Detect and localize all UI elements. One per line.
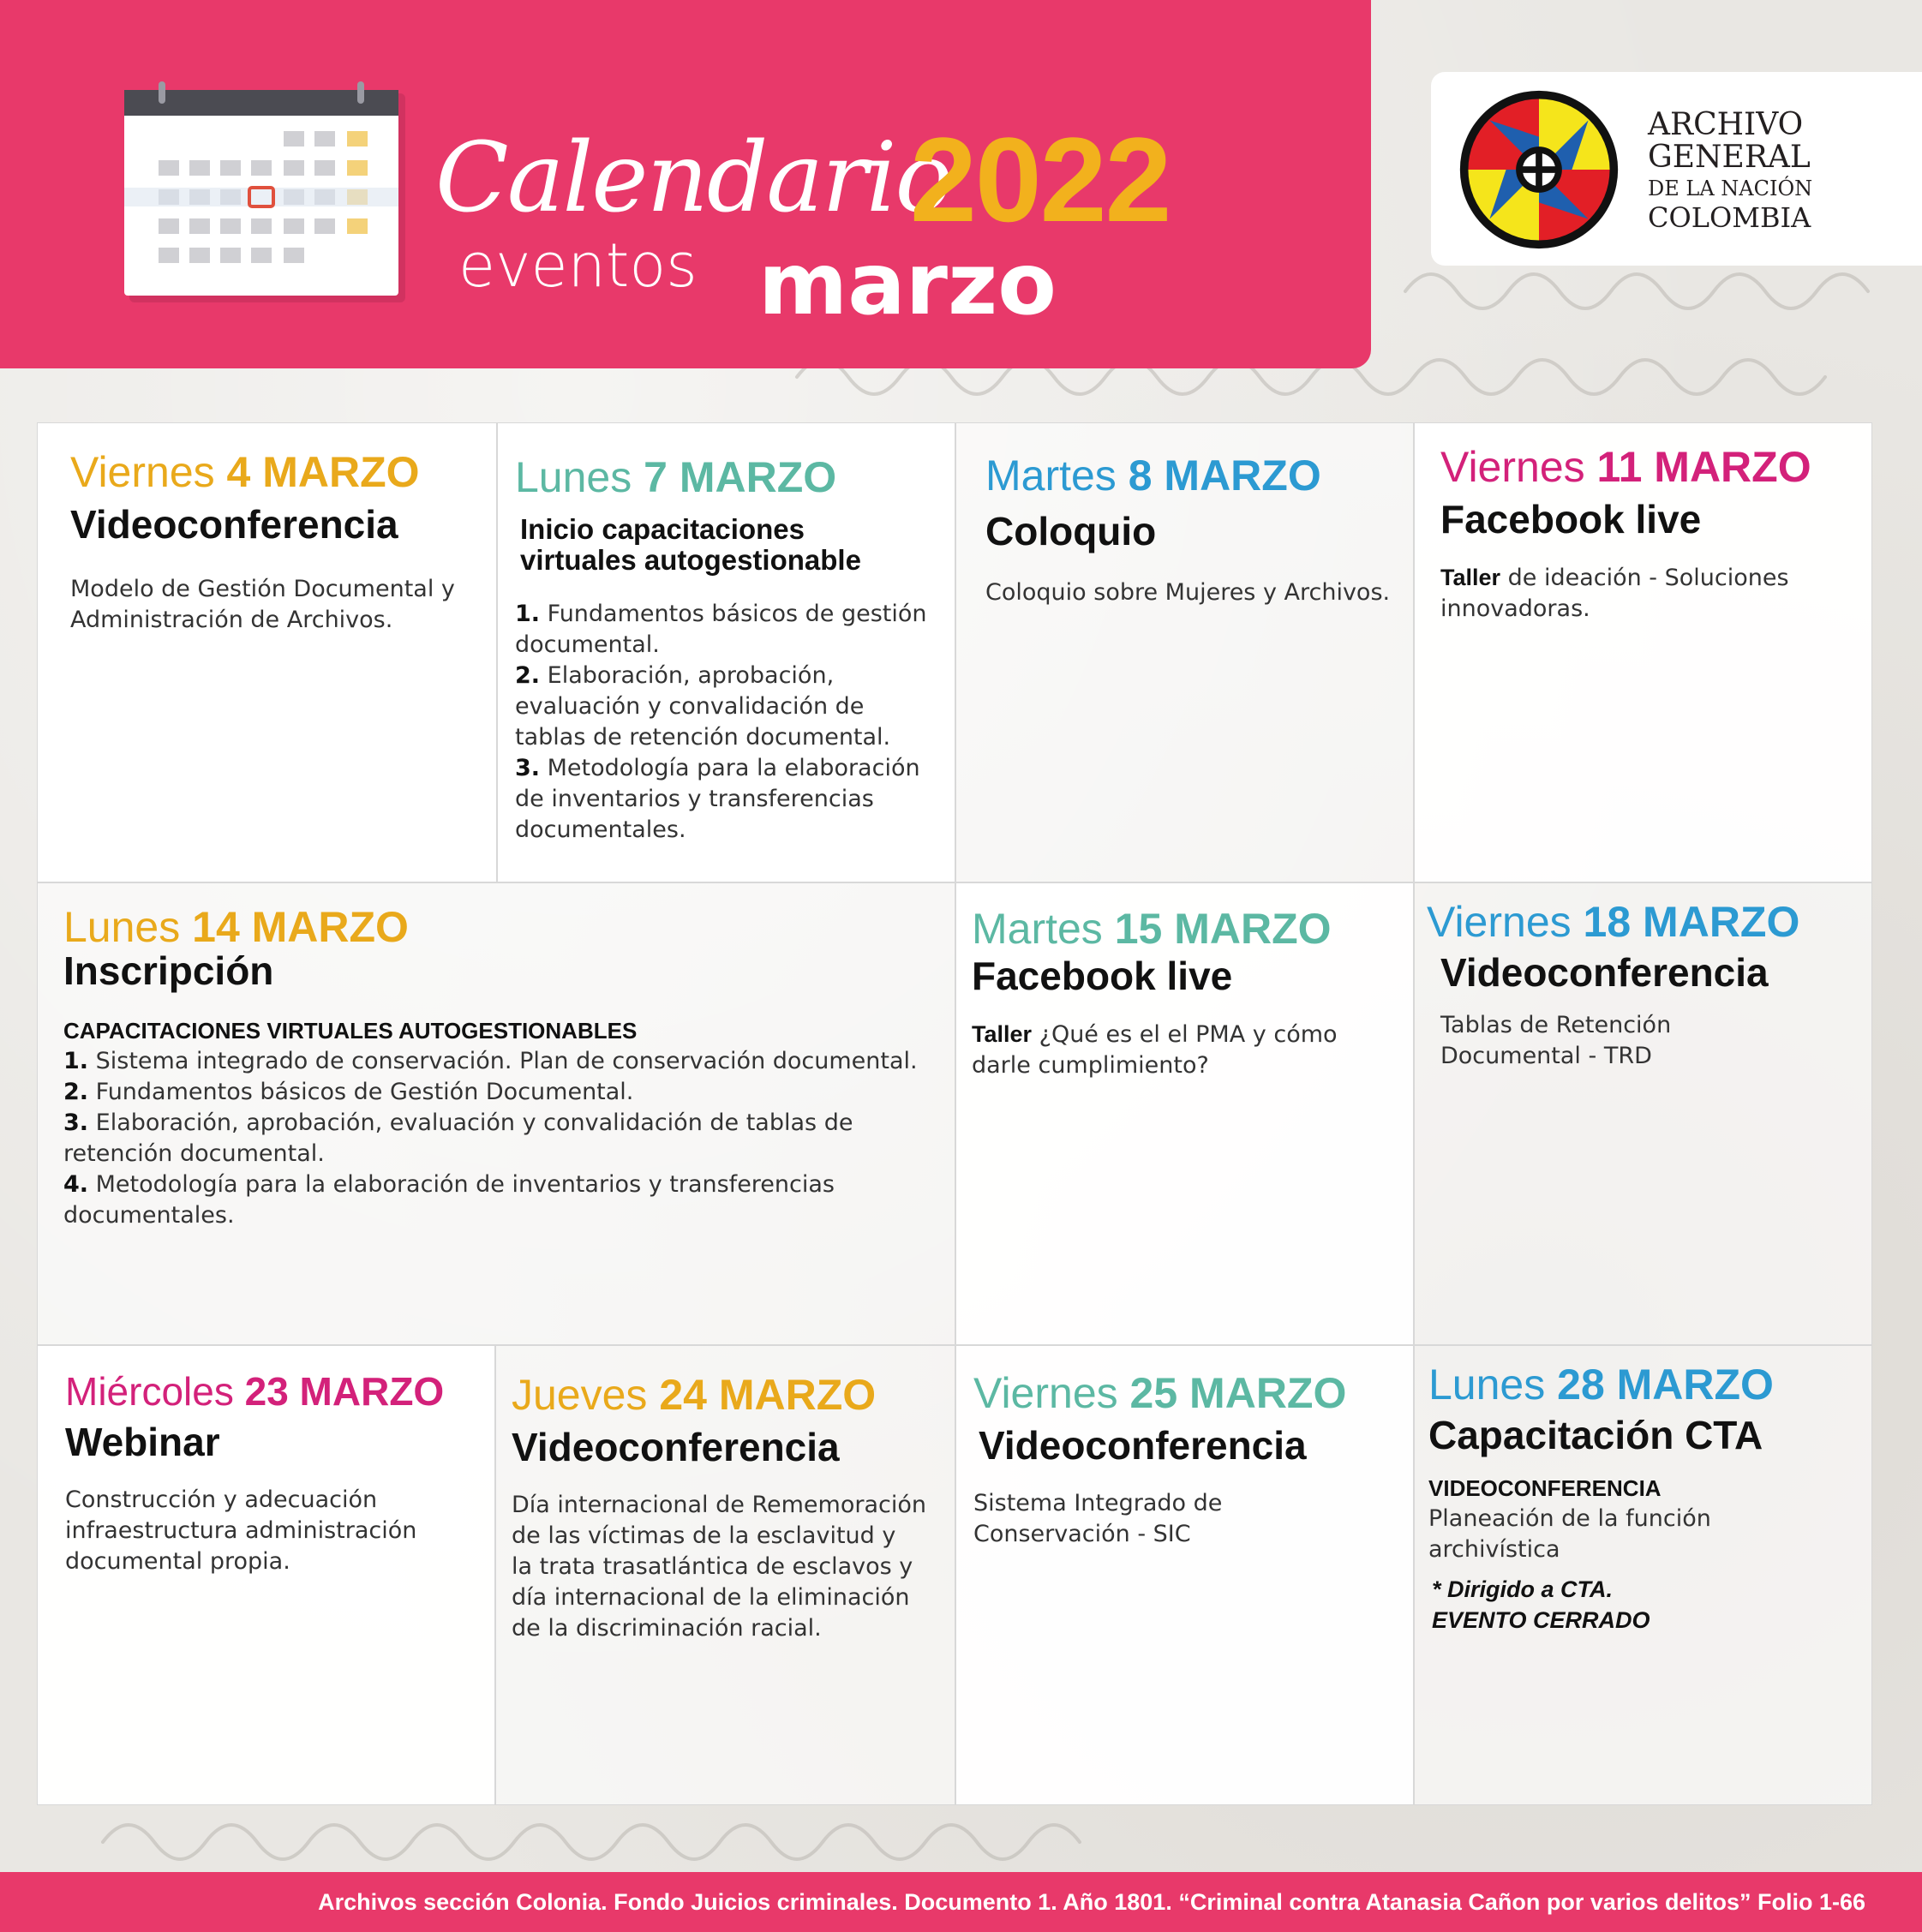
event-description: Coloquio sobre Mujeres y Archivos. [985, 579, 1391, 607]
agn-logo-card [1431, 72, 1922, 266]
event-date: Viernes 11 MARZO [1440, 443, 1811, 491]
list-item: 2. Elaboración, aprobación, [515, 661, 835, 689]
event-date: Martes 8 MARZO [985, 452, 1321, 499]
event-title: Capacitación CTA [1428, 1413, 1763, 1457]
event-date: Jueves 24 MARZO [512, 1371, 877, 1419]
event-date: Lunes 28 MARZO [1428, 1361, 1774, 1409]
event-card-11-marzo [1414, 422, 1872, 882]
list-item: 3. Metodología para la elaboración [515, 754, 920, 781]
event-card-15-marzo [955, 882, 1414, 1345]
event-card-23-marzo [37, 1345, 495, 1805]
subtitle-month: marzo [758, 234, 1057, 334]
list-item: 2. Fundamentos básicos de Gestión Documental. [63, 1079, 634, 1106]
event-card-24-marzo [495, 1345, 955, 1805]
title-calendario: Calendario [435, 123, 951, 234]
event-description: Día internacional de Rememoración de las víctimas de la esclavitud y la trata trasatlántica de esclavos y día internacional de la eliminación de la discriminación racial. [512, 1492, 926, 1642]
event-date: Miércoles 23 MARZO [65, 1369, 445, 1414]
event-card-8-marzo [955, 422, 1414, 882]
list-item: 3. Elaboración, aprobación, evaluación y convalidación de tablas de [63, 1110, 853, 1137]
event-description: Sistema Integrado de Conservación - SIC [973, 1490, 1223, 1548]
event-date: Viernes 18 MARZO [1427, 898, 1800, 946]
event-title: Videoconferencia [70, 502, 398, 547]
event-date: Lunes 7 MARZO [515, 453, 837, 501]
event-title: Videoconferencia [512, 1425, 840, 1469]
event-description: VIDEOCONFERENCIA Planeación de la función archivística * Dirigido a CTA. EVENTO CERRADO [1428, 1473, 1871, 1636]
event-date: Martes 15 MARZO [972, 905, 1332, 953]
footer-banner [0, 1872, 1922, 1932]
subtitle-eventos: eventos [458, 230, 698, 301]
event-description: Modelo de Gestión Documental y Administración de Archivos. [70, 576, 455, 634]
event-title: Facebook live [1440, 497, 1702, 541]
event-description: Tablas de Retención Documental - TRD [1440, 1012, 1672, 1070]
logo-line-3: DE LA NACIÓN [1648, 176, 1813, 200]
event-title: Inicio capacitaciones virtuales autogestionable [520, 513, 861, 577]
event-title: Facebook live [972, 954, 1233, 998]
logo-line-4: COLOMBIA [1648, 201, 1811, 234]
event-description: 1. Fundamentos básicos de gestión documental. 2. Elaboración, aprobación, evaluación y convalidación de tablas de retención documental. 3. Metodología para la elaboración de inventarios y transferencias documentales. [515, 599, 955, 846]
event-card-4-marzo [37, 422, 497, 882]
event-date: Lunes 14 MARZO [63, 903, 409, 951]
event-card-18-marzo [1414, 882, 1872, 1345]
list-heading: VIDEOCONFERENCIA [1428, 1475, 1662, 1502]
logo-line-2: GENERAL [1648, 140, 1811, 175]
event-title: Coloquio [985, 509, 1157, 553]
logo-line-1: ARCHIVO [1648, 107, 1804, 142]
event-title: Inscripción [63, 948, 274, 993]
title-year: 2022 [910, 112, 1171, 247]
calendar-icon [124, 81, 407, 304]
event-title: Videoconferencia [1440, 950, 1769, 995]
event-description: Taller ¿Qué es el el PMA y cómo darle cumplimiento? [972, 1021, 1338, 1080]
event-date: Viernes 25 MARZO [973, 1369, 1347, 1417]
event-card-7-marzo [497, 422, 955, 882]
event-description: CAPACITACIONES VIRTUALES AUTOGESTIONABLES 1. Sistema integrado de conservación. Plan de conservación documental. 2. Fundamentos básicos de Gestión Documental. 3. Elaboración, aprobación, evaluación y convalidación de tablas de retención documental. 4. Metodología para la elaboración de inventarios y transferencias documentales. [63, 1015, 955, 1231]
list-item: 4. Metodología para la elaboración de inventarios y transferencias [63, 1171, 835, 1199]
event-card-28-marzo [1414, 1345, 1872, 1805]
event-date: Viernes 4 MARZO [70, 448, 420, 496]
event-card-25-marzo [955, 1345, 1414, 1805]
header-banner [0, 0, 1371, 368]
agn-logo-text [1648, 107, 1813, 234]
agn-emblem-icon [1457, 87, 1621, 252]
footer-source-text: Archivos sección Colonia. Fondo Juicios criminales. Documento 1. Año 1801. “Criminal contra Atanasia Cañon por varios delitos” Folio 1-66 [318, 1889, 1865, 1915]
list-item: 1. Fundamentos básicos de gestión [515, 600, 927, 627]
event-description: Construcción y adecuación infraestructura administración documental propia. [65, 1486, 417, 1576]
event-card-14-marzo [37, 882, 955, 1345]
list-heading: CAPACITACIONES VIRTUALES AUTOGESTIONABLES [63, 1018, 638, 1044]
event-description: Taller de ideación - Soluciones innovadoras. [1440, 565, 1789, 623]
list-item: 1. Sistema integrado de conservación. Plan de conservación documental. [63, 1048, 918, 1075]
event-title: Videoconferencia [979, 1423, 1307, 1468]
event-title: Webinar [65, 1420, 220, 1464]
